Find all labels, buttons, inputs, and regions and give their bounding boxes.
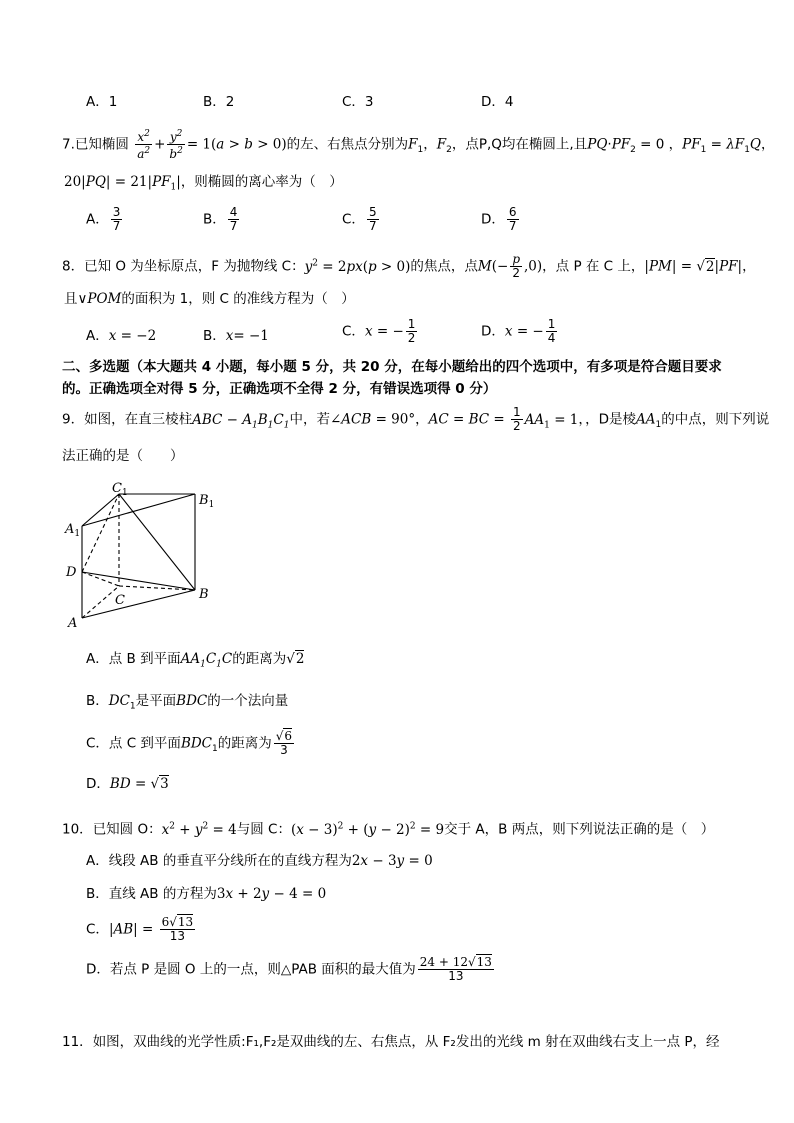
q7-option-c: C． $\frac{5}{7}$ (342, 205, 377, 233)
q10-option-d: D．若点 P 是圆 O 上的一点，则△PAB 面积的最大值为 $\frac{24 + 12√13}{13}$ (86, 955, 492, 983)
label-b1: $B_1$ (199, 493, 215, 510)
q6-option-a: A．1 (86, 94, 118, 110)
q6-option-c: C．3 (342, 94, 374, 110)
q10-option-b: B．直线 AB 的方程为3x + 2y − 4 = 0 (86, 886, 327, 902)
q7-option-a: A． $\frac{3}{7}$ (86, 205, 121, 233)
q9-option-b: B．$DC_1$是平面BDC的一个法向量 (86, 693, 289, 712)
q7-lead: 已知椭圆 (74, 136, 129, 153)
q8-option-a: A．x = −2 (86, 328, 157, 344)
section-2-heading-line2: 的。正确选项全对得 5 分，正确选项不全得 2 分，有错误选项得 0 分） (62, 381, 497, 397)
q8-option-c: C．x = − $\frac{1}{2}$ (342, 317, 416, 345)
q7-option-d: D． $\frac{6}{7}$ (481, 205, 517, 233)
label-a: A (68, 616, 78, 630)
label-c1: $C_1$ (112, 481, 128, 498)
question-9-line1: 9．如图，在直三棱柱ABC − $A_1B_1C_1$中，若∠ACB = 90°，AC = BC = $\frac{1}{2}$ $AA_1 = 1$，，D是棱$AA_1$的中点，则下列说 (62, 405, 770, 433)
section-2-heading-line1: 二、多选题（本大题共 4 小题，每小题 5 分，共 20 分，在每小题给出的四个选项中，有多项是符合题目要求 (62, 359, 722, 375)
label-b: B (199, 587, 209, 602)
q9-option-d: D．BD = √3 (86, 776, 169, 792)
q7-line2-end: ，则椭圆的离心率为（ ） (180, 174, 343, 190)
q7-condition: 的左、右焦点分别为 (286, 136, 409, 153)
q9-option-c: C．点 C 到平面$BDC_1$的距离为 $\frac{√6}{3}$ (86, 729, 293, 757)
q6-option-d: D．4 (481, 94, 514, 110)
question-7-line2: $20|PQ| = 21|PF_1|$，则椭圆的离心率为（ ） (64, 174, 343, 193)
label-c: C (115, 593, 125, 608)
q8-number: 8． (62, 258, 85, 275)
q6-option-b: B．2 (203, 94, 235, 110)
question-8-line1: 8．已知 O 为坐标原点，F 为抛物线 C：$y^2 = 2px(p > 0)$的焦点，点M(− $\frac{p}{2}$ ,0)，点 P 在 C 上，|PM| = √2|PF|， (62, 252, 756, 280)
q8-option-d: D．x = − $\frac{1}{4}$ (481, 317, 556, 345)
label-a1: $A_1$ (65, 522, 81, 539)
q8-option-b: B．x= −1 (203, 328, 269, 344)
q7-number: 7. (62, 136, 75, 153)
question-11-line1: 11．如图，双曲线的光学性质:F₁,F₂是双曲线的左、右焦点，从 F₂发出的光线 m 射在双曲线右支上一点 P，经 (62, 1034, 720, 1050)
q10-option-c: C．|AB| = $\frac{6√13}{13}$ (86, 915, 194, 943)
question-7-line1: 7.已知椭圆 $\frac{x^2}{a^2}$ + $\frac{y^2}{b^2}$ = 1(a > b > 0)的左、右焦点分别为$F_1$，$F_2$，点P,Q均在椭圆上,且$PQ\cdot PF_2 = 0$ ，$PF_1 = \lambda F_1Q$， (62, 129, 775, 161)
q9-option-a: A．点 B 到平面$AA_1C_1C$的距离为√2 (86, 651, 305, 670)
q7-option-b: B． $\frac{4}{7}$ (203, 205, 238, 233)
prism-figure (62, 478, 222, 630)
q8-text3: ，点 P 在 C 上， (542, 258, 645, 275)
question-10-line1: 10．已知圆 O：$x^2 + y^2 = 4$与圆 C：$(x - 3)^2 + (y - 2)^2 = 9$交于 A，B 两点，则下列说法正确的是（ ） (62, 821, 715, 838)
q7-points: 点P,Q均在椭圆上,且 (465, 136, 588, 153)
question-9-line2: 法正确的是（ ） (62, 448, 184, 464)
q8-text1: 已知 O 为坐标原点，F 为抛物线 C： (84, 258, 305, 275)
q8-text2: 的焦点，点 (410, 258, 478, 275)
label-d: D (66, 565, 77, 580)
q10-option-a: A．线段 AB 的垂直平分线所在的直线方程为2x − 3y = 0 (86, 853, 433, 869)
question-8-line2: 且∨POM的面积为 1，则 C 的准线方程为（ ） (64, 291, 355, 307)
